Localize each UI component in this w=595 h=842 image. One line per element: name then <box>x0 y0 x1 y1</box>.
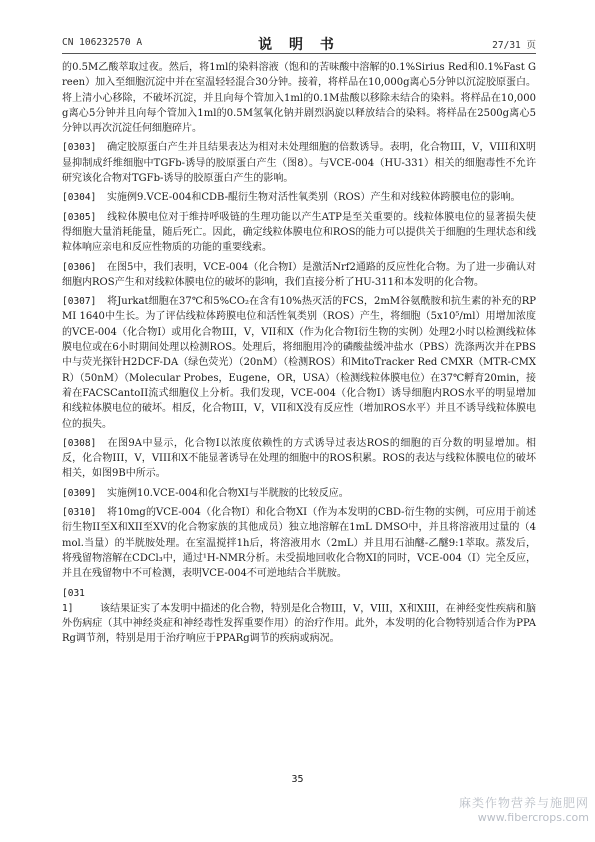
page-number: 35 <box>291 774 304 785</box>
document-body <box>62 60 536 651</box>
paragraph-number: [0309] <box>62 487 97 499</box>
paragraph-0303 <box>62 140 536 186</box>
page-counter: 27/31 页 <box>492 40 536 51</box>
paragraph-text: 线粒体膜电位对于维持呼吸链的生理功能以产生ATP是至关重要的。线粒体膜电位的显著损失使得细胞大量消耗能量，随后死亡。因此，确定线粒体膜电位和ROS的能力可以提供关于细胞的生理状态和线粒体响应亲电和反应性物质的功能的重要线索。 <box>62 211 536 254</box>
paragraph-number: [0303] <box>62 142 97 154</box>
paragraph-text: 在图9A中显示，化合物I以浓度依赖性的方式诱导过表达ROS的细胞的百分数的明显增加。相反，化合物III，V，VIII和X不能显著诱导在处理的细胞中的ROS积累。ROS的表达与线粒体膜电位的破坏相关，如图9B中所示。 <box>62 437 536 480</box>
paragraph-0311 <box>62 586 536 647</box>
paragraph-0304 <box>62 190 536 205</box>
paragraph-number: [0307] <box>62 296 97 308</box>
watermark-url: www.fibercrops.com <box>477 811 589 824</box>
paragraph-text: 的0.5M乙酸萃取过夜。然后，将1ml的染料溶液（饱和的苦味酸中溶解的0.1%Sirius Red和0.1%Fast Green）加入至细胞沉淀中并在室温轻轻混合30分钟。接着，将样品在10,000g离心5分钟以沉淀胶原蛋白。将上清小心移除，不破坏沉淀，并且向每个管加入1ml的0.1M盐酸以移除未结合的染料。将样品在10,000g离心5分钟并且向每个管加入1ml的0.5M氢氧化钠并剧烈涡旋以释放结合的染料。将样品在2500g离心5分钟以再次沉淀任何细胞碎片。 <box>62 62 536 135</box>
paragraph-0308 <box>62 436 536 482</box>
header-rule <box>62 53 536 54</box>
paragraph-text: 将10mg的VCE-004（化合物I）和化合物XI（作为本发明的CBD-衍生物的实例，可应用于前述衍生物II至X和XII至XV的化合物家族的其他成员）独立地溶解在1mL DMSO中，并且将溶液用过量的（4mol.当量）的半胱胺处理。在室温搅拌1h后，将溶液用水（2mL）并且用石油醚-乙醚9:1萃取。蒸发后，将残留物溶解在CDCl₃中，通过¹H-NMR分析。未受损地回收化合物XI的同时，VCE-004（I）完全反应，并且在残留物中不可检测，表明VCE-004不可逆地结合半胱胺。 <box>62 507 536 580</box>
paragraph-text: 实施例9.VCE-004和CDB-醌衍生物对活性氧类别（ROS）产生和对线粒体跨膜电位的影响。 <box>107 192 521 204</box>
paragraph-0306 <box>62 260 536 291</box>
paragraph-text: 将Jurkat细胞在37℃和5%CO₂在含有10%热灭活的FCS，2mM谷氨酰胺和抗生素的补充的RPMI 1640中生长。为了评估线粒体跨膜电位和活性氧类别（ROS）产生，将细胞（5x10⁵/ml）用增加浓度的VCE-004（化合物I）或用化合物III，V，VII和X（作为化合物I衍生物的实例）处理2小时以检测线粒体膜电位或在6小时期间处理以检测ROS。处理后，将细胞用冷的磷酸盐缓冲盐水（PBS）洗涤两次并在PBS中与荧光探针H2DCF-DA（绿色荧光）（20nM）（检测ROS）和MitoTracker Red CMXR（MTR-CMXR）（50nM）（Molecular Probes，Eugene，OR，USA）（检测线粒体膜电位）在37℃孵育20min，接着在FACSCantoII流式细胞仪上分析。我们发现，VCE-004（化合物I）诱导细胞内ROS水平的明显增加和线粒体膜电位的破坏。相反，化合物III，V，VII和X没有反应性（增加ROS水平）并且不诱导线粒体膜电位的损失。 <box>62 296 536 430</box>
paragraph-text: 实施例10.VCE-004和化合物XI与半胱胺的比较反应。 <box>107 487 349 499</box>
paragraph-0310 <box>62 505 536 581</box>
document-title: 说 明 书 <box>258 37 340 53</box>
watermark-title: 麻类作物营养与施肥网 <box>458 796 589 810</box>
paragraph-0309 <box>62 486 536 501</box>
paragraph-0305 <box>62 210 536 256</box>
paragraph-text: 在图5中，我们表明，VCE-004（化合物I）是激活Nrf2通路的反应性化合物。为了进一步确认对细胞内ROS产生和对线粒体膜电位的破坏的影响，我们直接分析了HU-311和本发明的化合物。 <box>62 261 536 288</box>
paragraph-number: [0304] <box>62 192 97 204</box>
paragraph-number: [0305] <box>62 211 97 223</box>
watermark <box>439 794 589 824</box>
paragraph-number: [0306] <box>62 261 97 273</box>
paragraph-number: [0310] <box>62 507 97 519</box>
paragraph-text: 确定胶原蛋白产生并且结果表达为相对未处理细胞的倍数诱导。表明，化合物III，V，VIII和X明显抑制成纤维细胞中TGFb-诱导的胶原蛋白产生（图8）。与VCE-004（HU-331）相关的细胞毒性不允许研究该化合物对TGFb-诱导的胶原蛋白产生的影响。 <box>62 142 536 185</box>
paragraph-0307 <box>62 294 536 432</box>
paragraph-number: [0308] <box>62 437 97 449</box>
paragraph-continuation <box>62 60 536 136</box>
paragraph-number: [0311] <box>62 587 85 614</box>
page-header <box>62 34 536 53</box>
paragraph-text: 该结果证实了本发明中描述的化合物，特别是化合物III，V，VIII，X和XIII，在神经变性疾病和脑外伤病症（其中神经炎症和神经毒性发挥重要作用）的治疗作用。此外，本发明的化合物特别适合作为PPARg调节剂，特别是用于治疗响应于PPARg调节的疾病或病况。 <box>62 602 536 645</box>
patent-number: CN 106232570 A <box>62 37 143 48</box>
